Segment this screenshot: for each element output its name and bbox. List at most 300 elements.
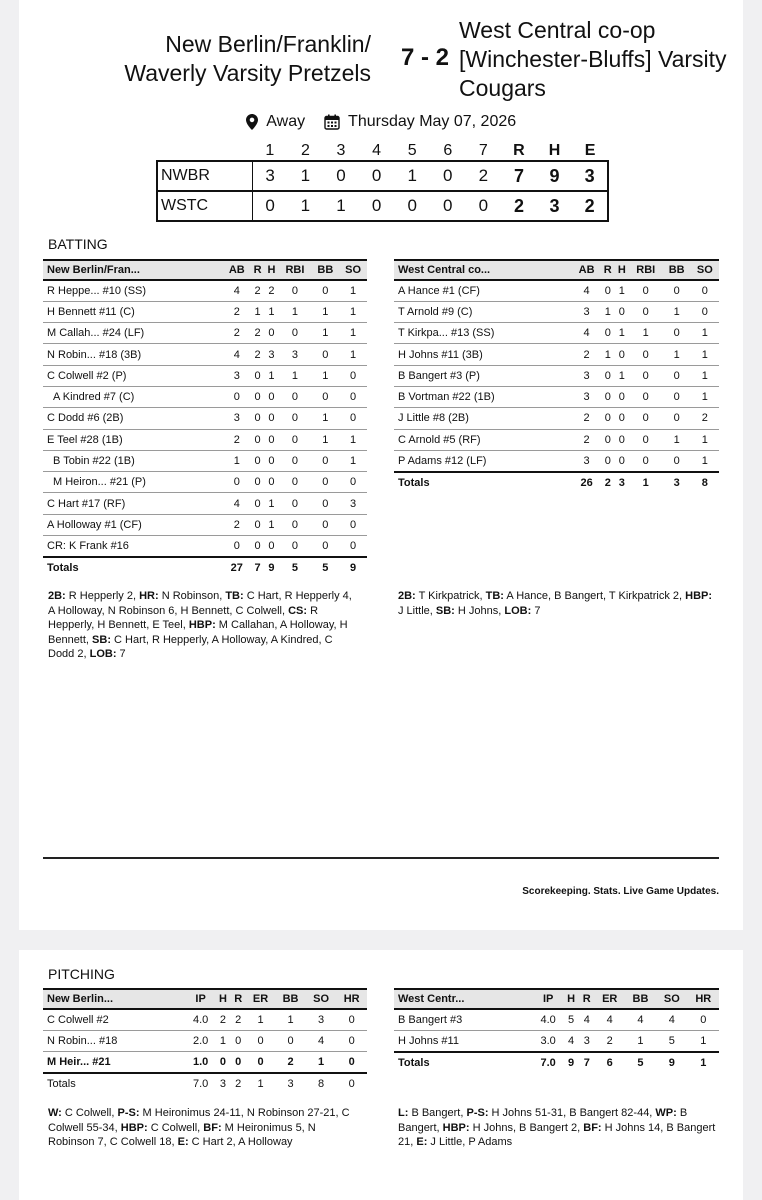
box-score-card	[19, 0, 743, 930]
stat-note-key: 2B:	[48, 590, 66, 602]
stat-cell: 2	[223, 429, 251, 450]
inning-score: 0	[394, 191, 430, 221]
stat-note-key: WP:	[655, 1107, 677, 1119]
stat-note-key: CS:	[288, 604, 308, 617]
player-row	[43, 323, 367, 344]
stat-note-key: HBP:	[685, 590, 713, 602]
stat-note-value: H Johns 51-31, B Bangert 82-44,	[488, 1107, 656, 1119]
stat-cell: 1	[691, 450, 719, 471]
player-row	[394, 280, 719, 301]
stat-cell: 0	[615, 386, 629, 407]
inning-score: 2	[466, 161, 502, 191]
stat-cell: 1	[311, 429, 339, 450]
player-name: B Vortman #22 (1B)	[394, 386, 573, 407]
stat-cell: 4	[223, 280, 251, 301]
stat-column-header: H	[615, 260, 629, 280]
stat-cell: 0	[223, 386, 251, 407]
stat-column-header: RBI	[629, 260, 663, 280]
stat-cell: 0	[629, 344, 663, 365]
batting-section-title: BATTING	[48, 236, 108, 252]
total-cell: 2	[231, 1073, 246, 1094]
stat-cell: 4.0	[533, 1009, 563, 1030]
runs-total: 7	[501, 161, 537, 191]
stat-cell: 0	[278, 450, 311, 471]
stat-cell: 0	[601, 323, 615, 344]
stat-note-value: C Hart 2, A Holloway	[188, 1136, 293, 1148]
player-name: H Johns #11 (3B)	[394, 344, 573, 365]
player-row	[43, 365, 367, 386]
away-pitching-table	[394, 988, 719, 1073]
stat-cell: 2	[223, 301, 251, 322]
player-name: B Tobin #22 (1B)	[43, 450, 223, 471]
final-score: 7 - 2	[400, 44, 450, 71]
player-row	[43, 536, 367, 557]
stat-cell: 1	[615, 280, 629, 301]
stat-cell: 1	[629, 323, 663, 344]
stat-cell: 0	[615, 301, 629, 322]
inning-header: 7	[478, 142, 488, 159]
line-score-row	[157, 191, 608, 221]
stat-cell: 0	[629, 280, 663, 301]
stat-cell: 0	[251, 472, 265, 493]
divider	[43, 857, 719, 859]
stat-note-value: M Heironimus 5, N Robinson 7, C Colwell 18,	[48, 1121, 319, 1148]
tagline: Scorekeeping. Stats. Live Game Updates.	[522, 886, 719, 897]
stat-note-value: H Johns 14, B Bangert 21,	[398, 1121, 719, 1148]
player-row	[43, 429, 367, 450]
stat-cell: 0	[663, 365, 691, 386]
player-name: A Kindred #7 (C)	[43, 386, 223, 407]
stat-cell: 1	[278, 301, 311, 322]
stat-cell: 3	[573, 301, 601, 322]
stat-cell: 2	[275, 1052, 306, 1073]
stat-cell: 3.0	[533, 1030, 563, 1051]
inning-score: 1	[288, 191, 324, 221]
total-cell: 9	[563, 1052, 579, 1073]
stat-column-header: BB	[663, 260, 691, 280]
stat-cell: 0	[691, 280, 719, 301]
stat-cell: 0	[615, 450, 629, 471]
stat-cell: 0	[629, 301, 663, 322]
stat-cell: 1	[223, 450, 251, 471]
stat-cell: 0	[231, 1030, 246, 1051]
player-row	[394, 1030, 719, 1051]
stat-column-header: R	[601, 260, 615, 280]
stat-cell: 0	[311, 386, 339, 407]
stat-cell: 2	[223, 323, 251, 344]
stat-cell: 0	[278, 536, 311, 557]
inning-header: 4	[372, 142, 382, 159]
player-row	[43, 280, 367, 301]
line-score-table	[156, 142, 609, 222]
inning-score: 1	[288, 161, 324, 191]
stat-note-value: C Colwell,	[147, 1121, 204, 1134]
stat-cell: 1	[663, 301, 691, 322]
stat-note-key: L:	[398, 1107, 409, 1119]
team-column-header: West Central co...	[394, 260, 573, 280]
player-name: J Little #8 (2B)	[394, 408, 573, 429]
stat-note-key: BF:	[583, 1121, 602, 1134]
team-column-header: New Berlin/Fran...	[43, 260, 223, 280]
stat-cell: 0	[629, 365, 663, 386]
away-batting-table	[394, 259, 719, 493]
totals-row	[43, 1073, 367, 1094]
header-row	[394, 260, 719, 280]
stat-cell: 2	[251, 323, 265, 344]
stat-column-header: HR	[688, 989, 719, 1009]
stat-cell: 0	[278, 386, 311, 407]
stat-cell: 4	[595, 1009, 625, 1030]
game-date: Thursday May 07, 2026	[348, 113, 517, 130]
stat-cell: 0	[688, 1009, 719, 1030]
stat-cell: 1	[339, 429, 367, 450]
player-name: C Arnold #5 (RF)	[394, 429, 573, 450]
stat-note-value: H Johns,	[454, 604, 505, 617]
stat-column-header: SO	[656, 989, 687, 1009]
totals-label: Totals	[394, 472, 573, 493]
stat-cell: 0	[311, 472, 339, 493]
errors-total: 3	[572, 161, 608, 191]
stat-cell: 1	[625, 1030, 656, 1051]
inning-header: 2	[300, 142, 310, 159]
stat-cell: 0	[223, 472, 251, 493]
errors-total: 2	[572, 191, 608, 221]
stat-cell: 4	[656, 1009, 687, 1030]
stat-cell: 0	[265, 472, 279, 493]
total-cell: 3	[615, 472, 629, 493]
stat-cell: 0	[278, 493, 311, 514]
stat-column-header: SO	[339, 260, 367, 280]
stat-cell: 0	[663, 450, 691, 471]
total-cell: 9	[656, 1052, 687, 1073]
stat-note-value: R Hepperly 2,	[65, 590, 140, 602]
stat-note-value: A Hance, B Bangert, T Kirkpatrick 2,	[503, 590, 686, 602]
home-team-name: New Berlin/Franklin/ Waverly Varsity Pretzels	[124, 31, 371, 86]
player-name: E Teel #28 (1B)	[43, 429, 223, 450]
stat-cell: 0	[601, 365, 615, 386]
stat-cell: 3	[579, 1030, 595, 1051]
stat-cell: 3	[223, 408, 251, 429]
player-name: C Dodd #6 (2B)	[43, 408, 223, 429]
total-cell: 26	[573, 472, 601, 493]
stat-cell: 0	[615, 429, 629, 450]
stat-cell: 5	[656, 1030, 687, 1051]
player-name: M Heiron... #21 (P)	[43, 472, 223, 493]
stat-cell: 0	[601, 450, 615, 471]
inning-score: 1	[394, 161, 430, 191]
stat-cell: 0	[336, 1009, 367, 1030]
stat-note-key: HBP:	[188, 619, 216, 631]
stat-cell: 0	[251, 450, 265, 471]
stat-cell: 0	[251, 386, 265, 407]
player-row	[43, 514, 367, 535]
hits-header: H	[548, 142, 561, 159]
stat-cell: 0	[278, 323, 311, 344]
total-cell: 1	[688, 1052, 719, 1073]
inning-header: 1	[265, 142, 275, 159]
total-cell: 7.0	[533, 1052, 563, 1073]
stat-cell: 0	[215, 1052, 230, 1073]
stat-cell: 1	[275, 1009, 306, 1030]
player-name: T Kirkpa... #13 (SS)	[394, 323, 573, 344]
stat-column-header: R	[579, 989, 595, 1009]
team-abbr: NWBR	[157, 161, 252, 191]
home-pitching-table	[43, 988, 367, 1094]
stat-cell: 0	[278, 472, 311, 493]
stat-note-key: HBP:	[442, 1121, 470, 1134]
stat-cell: 0	[278, 408, 311, 429]
total-cell: 27	[223, 557, 251, 578]
stat-cell: 1	[311, 365, 339, 386]
stat-note-value: 7	[116, 648, 126, 660]
player-name: N Robin... #18	[43, 1030, 186, 1051]
player-name: M Callah... #24 (LF)	[43, 323, 223, 344]
stat-cell: 0	[601, 386, 615, 407]
stat-note-value: B Bangert,	[408, 1107, 467, 1119]
stat-column-header: R	[251, 260, 265, 280]
stat-cell: 1	[278, 365, 311, 386]
player-row	[43, 386, 367, 407]
stat-cell: 1	[615, 365, 629, 386]
stat-column-header: IP	[186, 989, 215, 1009]
player-row	[43, 450, 367, 471]
stat-column-header: BB	[625, 989, 656, 1009]
stat-cell: 1	[311, 408, 339, 429]
stat-cell: 2.0	[186, 1030, 215, 1051]
stat-cell: 0	[311, 450, 339, 471]
stat-cell: 0	[251, 408, 265, 429]
stat-note-key: HR:	[139, 590, 159, 602]
inning-score: 3	[252, 161, 288, 191]
total-cell: 1	[629, 472, 663, 493]
totals-row	[394, 472, 719, 493]
stat-cell: 0	[251, 514, 265, 535]
stat-cell: 5	[563, 1009, 579, 1030]
inning-header: 6	[443, 142, 453, 159]
stat-column-header: H	[563, 989, 579, 1009]
total-cell: 3	[215, 1073, 230, 1094]
totals-row	[394, 1052, 719, 1073]
runs-total: 2	[501, 191, 537, 221]
header-row	[43, 260, 367, 280]
totals-label: Totals	[43, 1073, 186, 1094]
stat-cell: 0	[311, 280, 339, 301]
player-row	[43, 1030, 367, 1051]
stat-cell: 0	[223, 536, 251, 557]
stat-cell: 4	[223, 493, 251, 514]
header-row	[43, 989, 367, 1009]
stat-cell: 1	[311, 323, 339, 344]
stat-note-value: T Kirkpatrick,	[415, 590, 486, 602]
stat-cell: 1	[265, 514, 279, 535]
stat-cell: 0	[663, 386, 691, 407]
stat-cell: 2	[251, 280, 265, 301]
line-score-row	[157, 161, 608, 191]
calendar-icon	[324, 113, 340, 131]
stat-note-value: M Heironimus 24-11, N Robinson 27-21, C Colwell 55-34,	[48, 1107, 353, 1134]
stat-cell: 0	[663, 323, 691, 344]
player-name: M Heir... #21	[43, 1052, 186, 1073]
player-name: N Robin... #18 (3B)	[43, 344, 223, 365]
totals-label: Totals	[394, 1052, 533, 1073]
stat-note-key: TB:	[225, 590, 244, 602]
stat-cell: 0	[691, 301, 719, 322]
stat-cell: 0	[278, 514, 311, 535]
player-name: C Colwell #2	[43, 1009, 186, 1030]
stat-cell: 0	[251, 536, 265, 557]
stat-cell: 1	[691, 344, 719, 365]
stat-cell: 0	[601, 429, 615, 450]
player-name: A Hance #1 (CF)	[394, 280, 573, 301]
stat-cell: 3	[306, 1009, 337, 1030]
stat-cell: 0	[278, 429, 311, 450]
inning-score: 0	[359, 191, 395, 221]
stat-note-key: TB:	[485, 590, 504, 602]
stat-cell: 2	[215, 1009, 230, 1030]
total-cell: 0	[336, 1073, 367, 1094]
home-batting-table	[43, 259, 367, 578]
stat-note-key: SB:	[435, 604, 455, 617]
stat-column-header: H	[215, 989, 230, 1009]
stat-note-key: HBP:	[120, 1121, 148, 1134]
stat-cell: 0	[601, 280, 615, 301]
stat-cell: 3	[573, 450, 601, 471]
stat-cell: 0	[629, 386, 663, 407]
stat-note-key: P-S:	[466, 1107, 489, 1119]
stat-cell: 0	[246, 1052, 275, 1073]
stat-column-header: RBI	[278, 260, 311, 280]
player-row	[43, 301, 367, 322]
player-name: B Bangert #3 (P)	[394, 365, 573, 386]
stat-note-value: M Callahan, A Holloway, H Bennett,	[48, 619, 351, 646]
stat-cell: 0	[246, 1030, 275, 1051]
stat-cell: 2	[223, 514, 251, 535]
stat-cell: 0	[275, 1030, 306, 1051]
player-name: B Bangert #3	[394, 1009, 533, 1030]
away-team-name: West Central co-op [Winchester-Bluffs] Varsity Cougars	[459, 17, 727, 101]
stat-cell: 2	[231, 1009, 246, 1030]
stat-note-key: E:	[416, 1136, 428, 1148]
stat-cell: 4	[579, 1009, 595, 1030]
player-row	[43, 344, 367, 365]
stat-note-value: N Robinson,	[158, 590, 226, 602]
hits-total: 3	[537, 191, 573, 221]
stat-cell: 4	[306, 1030, 337, 1051]
stat-cell: 2	[265, 280, 279, 301]
stat-cell: 1	[339, 450, 367, 471]
inning-score: 0	[430, 191, 466, 221]
stat-cell: 0	[265, 408, 279, 429]
stat-cell: 4	[625, 1009, 656, 1030]
player-name: P Adams #12 (LF)	[394, 450, 573, 471]
stat-cell: 1	[339, 301, 367, 322]
runs-header: R	[513, 142, 525, 159]
stat-note-value: J Little,	[398, 590, 716, 617]
stat-cell: 0	[311, 344, 339, 365]
player-name: H Bennett #11 (C)	[43, 301, 223, 322]
location-pin-icon	[246, 113, 258, 131]
stat-cell: 3	[339, 493, 367, 514]
player-row	[394, 408, 719, 429]
stat-note-value: H Johns, B Bangert 2,	[469, 1121, 584, 1134]
stat-cell: 2	[573, 408, 601, 429]
stat-cell: 1	[339, 323, 367, 344]
stat-cell: 4	[223, 344, 251, 365]
stat-cell: 1.0	[186, 1052, 215, 1073]
stat-cell: 0	[265, 536, 279, 557]
stat-column-header: AB	[223, 260, 251, 280]
stat-cell: 2	[251, 344, 265, 365]
stat-column-header: BB	[275, 989, 306, 1009]
player-row	[394, 301, 719, 322]
stat-cell: 1	[691, 323, 719, 344]
stat-cell: 0	[311, 536, 339, 557]
inning-score: 0	[430, 161, 466, 191]
stat-column-header: AB	[573, 260, 601, 280]
stat-cell: 3	[278, 344, 311, 365]
errors-header: E	[584, 142, 596, 159]
player-row	[394, 386, 719, 407]
totals-label: Totals	[43, 557, 223, 578]
header-row	[394, 989, 719, 1009]
stat-cell: 2	[595, 1030, 625, 1051]
total-cell: 1	[246, 1073, 275, 1094]
player-row	[43, 1052, 367, 1073]
stat-cell: 0	[601, 408, 615, 429]
stat-cell: 4	[573, 323, 601, 344]
stat-cell: 0	[265, 323, 279, 344]
stat-column-header: IP	[533, 989, 563, 1009]
stat-cell: 0	[339, 514, 367, 535]
stat-cell: 0	[615, 408, 629, 429]
stat-column-header: HR	[336, 989, 367, 1009]
totals-row	[43, 557, 367, 578]
stat-cell: 1	[339, 280, 367, 301]
stat-cell: 0	[629, 408, 663, 429]
stat-cell: 0	[663, 408, 691, 429]
stat-note-value: C Hart, R Hepperly 4, A Holloway, N Robinson 6, H Bennett, C Colwell,	[48, 590, 355, 617]
stat-cell: 1	[311, 301, 339, 322]
stat-column-header: SO	[306, 989, 337, 1009]
inning-score: 1	[323, 191, 359, 221]
stat-cell: 0	[339, 365, 367, 386]
stat-cell: 0	[231, 1052, 246, 1073]
stat-note-value: 7	[531, 604, 541, 617]
stat-cell: 2	[691, 408, 719, 429]
team-column-header: West Centr...	[394, 989, 533, 1009]
player-row	[394, 450, 719, 471]
stat-cell: 0	[265, 429, 279, 450]
player-row	[43, 472, 367, 493]
home-pitching-notes	[48, 1106, 358, 1150]
inning-header: 5	[407, 142, 417, 159]
stat-cell: 0	[339, 536, 367, 557]
stat-cell: 0	[615, 344, 629, 365]
total-cell: 9	[265, 557, 279, 578]
stat-note-key: LOB:	[504, 604, 532, 617]
total-cell: 6	[595, 1052, 625, 1073]
stat-column-header: R	[231, 989, 246, 1009]
stat-cell: 0	[339, 408, 367, 429]
stat-cell: 0	[251, 365, 265, 386]
inning-header: 3	[336, 142, 346, 159]
player-name: C Colwell #2 (P)	[43, 365, 223, 386]
stat-cell: 4.0	[186, 1009, 215, 1030]
stat-cell: 1	[265, 365, 279, 386]
stat-cell: 1	[265, 301, 279, 322]
stat-cell: 0	[339, 386, 367, 407]
stat-column-header: H	[265, 260, 279, 280]
